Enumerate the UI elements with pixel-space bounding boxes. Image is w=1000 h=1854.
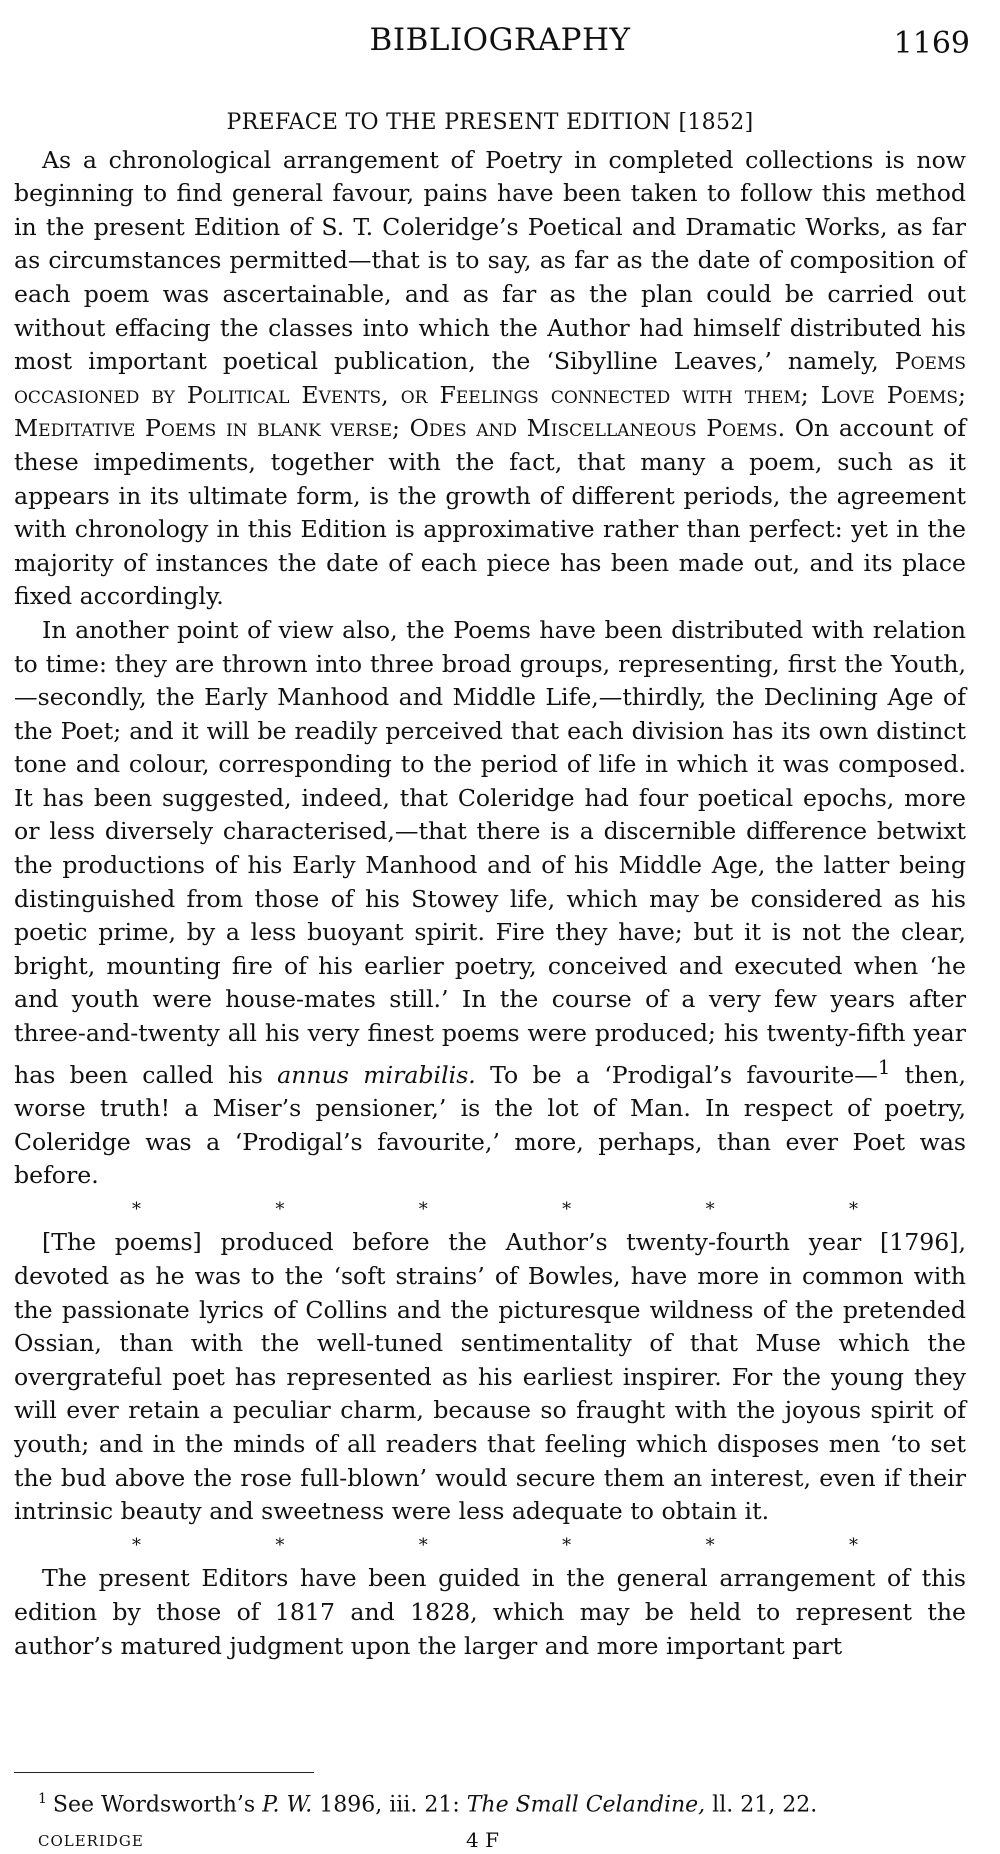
star: * — [275, 1198, 285, 1220]
paragraph-3: [The poems] produced before the Author’s twenty-fourth year [1796], devoted as he was to the ‘soft strains’ of Bowles, have more in common with the passionate lyrics of Collins and the picturesque wildness of the pretended Ossian, than with the well-tuned sentimentality of that Muse which the overgrateful poet has represented as his earliest inspirer. For the young they will ever retain a peculiar charm, because so fraught with the joyous spirit of youth; and in the minds of all readers that feeling which disposes men ‘to set the bud above the rose full-blown’ would secure them an interest, even if their intrinsic beauty and sweetness were less adequate to obtain it. — [14, 1228, 966, 1526]
p2-italic: annus mirabilis. — [277, 1060, 476, 1089]
paragraph-2 — [14, 614, 966, 1193]
star: * — [418, 1534, 428, 1556]
p1-text-2: ; — [800, 380, 821, 409]
paragraph-4: The present Editors have been guided in the general arrangement of this edition by those of 1817 and 1828, which may be held to represent the author’s matured judgment upon the larger and more important part — [14, 1564, 966, 1660]
footnote-text-3: ll. 21, 22. — [705, 1792, 818, 1818]
p2-text-2: To be a ‘Prodigal’s favourite— — [475, 1060, 878, 1089]
section-heading: PREFACE TO THE PRESENT EDITION [1852] — [226, 110, 754, 135]
page-number: 1169 — [893, 26, 970, 61]
body-text — [14, 106, 966, 1663]
star: * — [562, 1534, 572, 1556]
running-head — [0, 22, 1000, 70]
star: * — [848, 1534, 858, 1556]
footnote-mark: 1 — [38, 1791, 47, 1807]
footnote-italic-1: P. W. — [262, 1792, 313, 1818]
star: * — [562, 1198, 572, 1220]
p1-smallcaps-3: Meditative Poems in blank verse — [14, 414, 392, 443]
footnote-text-1: See Wordsworth’s — [52, 1792, 263, 1818]
star: * — [275, 1534, 285, 1556]
p1-text-4: ; — [391, 414, 410, 443]
p1-text-1: As a chronological arrangement of Poetry in completed collections is now beginning to find general favour, pains have been taken to follow this method in the present Edition of S. T. Coleridge’s Poetical and Dramatic Works, as far as circumstances permitted—that is to say, as far as the date of composition of each poem was ascertainable, and as far as the plan could be carried out without effacing the classes into which the Author had himself distributed his most important poetical publication, the ‘Sibylline Leaves,’ namely, — [14, 145, 966, 376]
printer-signature: COLERIDGE — [38, 1832, 144, 1850]
star: * — [705, 1198, 715, 1220]
sheet-mark: 4 F — [466, 1828, 499, 1852]
paragraph-1 — [14, 144, 966, 614]
footnote — [38, 1784, 958, 1820]
p2-text-3: then, worse truth! a Miser’s pensioner,’ is the lot of Man. In respect of poetry, Coleridge was a ‘Prodigal’s favourite,’ more, perhaps, than ever Poet was before. — [14, 1060, 966, 1190]
running-title: BIBLIOGRAPHY — [369, 22, 631, 58]
star: * — [132, 1198, 141, 1220]
section-break-1 — [14, 1193, 966, 1227]
footnote-italic-2: The Small Celandine, — [466, 1792, 706, 1818]
p2-text-1: In another point of view also, the Poems have been distributed with relation to time: they are thrown into three broad groups, representing, first the Youth,—secondly, the Early Manhood and Middle Life,—thirdly, the Declining Age of the Poet; and it will be readily perceived that each division has its own distinct tone and colour, corresponding to the period of life in which it was composed. It has been suggested, indeed, that Coleridge had four poetical epochs, more or less diversely characterised,—that there is a discernible difference betwixt the productions of his Early Manhood and of his Middle Age, the latter being distinguished from those of his Stowey life, which may be considered as his poetic prime, by a less buoyant spirit. Fire they have; but it is not the clear, bright, mounting fire of his earlier poetry, conceived and executed when ‘he and youth were house-mates still.’ In the course of a very few years after three-and-twenty all his very finest poems were produced; his twenty-fifth year has been called his — [14, 615, 966, 1089]
section-break-2 — [14, 1529, 966, 1563]
footnote-rule — [14, 1772, 314, 1773]
star: * — [132, 1534, 141, 1556]
star: * — [705, 1534, 715, 1556]
star: * — [848, 1198, 858, 1220]
p1-text-5: . On account of these impediments, together with the fact, that many a poem, such as it appears in its ultimate form, is the growth of different periods, the agreement with chronology in this Edition is approximative rather than perfect: yet in the majority of instances the date of each piece has been made out, and its place fixed accordingly. — [14, 414, 967, 611]
star: * — [418, 1198, 428, 1220]
p1-smallcaps-2: Love Poems — [820, 380, 959, 409]
p1-text-3: ; — [958, 380, 966, 409]
p1-smallcaps-1: Poems occasioned by Political Events, or Feelings connected with them — [14, 347, 966, 409]
footnote-text-2: 1896, iii. 21: — [312, 1792, 467, 1818]
footnote-reference: 1 — [877, 1055, 891, 1079]
p1-smallcaps-4: Odes and Miscellaneous Poems — [409, 414, 778, 443]
